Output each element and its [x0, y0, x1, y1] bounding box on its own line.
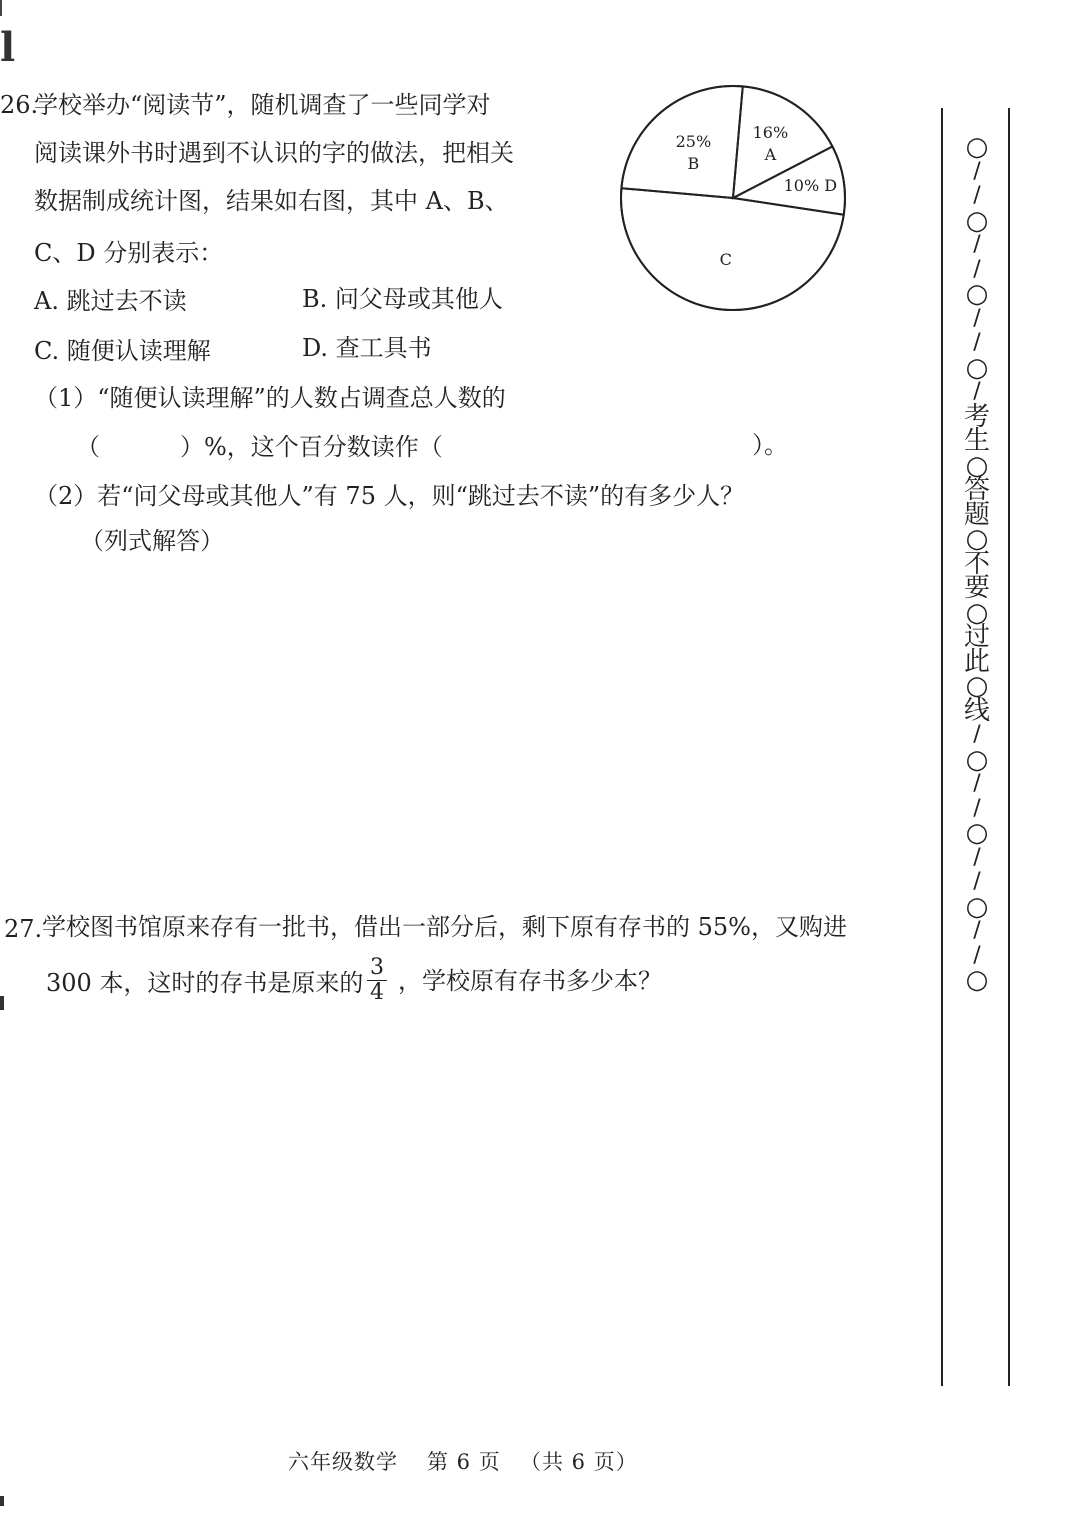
binding-circle: ○ — [965, 891, 989, 922]
binding-slash: / — [973, 232, 981, 257]
binding-text: 此 — [963, 646, 990, 677]
binding-slash: / — [973, 869, 981, 894]
binding-slash: / — [973, 256, 981, 282]
binding-circle: ○ — [965, 132, 989, 162]
pie-value-label-d: 10% D — [783, 176, 838, 196]
binding-text: 生 — [963, 426, 990, 456]
q26-stem-line: 阅读课外书时遇到不认识的字的做法，把相关 — [34, 139, 514, 167]
binding-slash: / — [973, 158, 981, 184]
binding-circle: ○ — [965, 450, 989, 481]
binding-slash: / — [973, 722, 981, 747]
binding-circle: ○ — [965, 205, 989, 236]
binding-line-right — [1008, 108, 1010, 1386]
binding-circle: ○ — [965, 524, 989, 554]
binding-circle: ○ — [965, 818, 989, 848]
q26-sub2-line2: （列式解答） — [80, 527, 224, 555]
pie-value-label-b: 25% — [675, 131, 712, 151]
binding-text: 要 — [963, 573, 990, 603]
q26-stem-line: 数据制成统计图，结果如右图，其中 A、B、 — [34, 187, 509, 215]
q26-number: 26. — [0, 91, 39, 119]
binding-slash: / — [973, 918, 981, 943]
binding-slash: / — [973, 183, 981, 208]
binding-circle: ○ — [965, 597, 989, 628]
q26-sub1-close: ）。 — [752, 431, 788, 459]
footer-total: （共 6 页） — [520, 1450, 638, 1474]
q26-option-b: B. 问父母或其他人 — [302, 285, 503, 313]
binding-circle: ○ — [965, 744, 989, 775]
q26-sub2-line1: （2）若“问父母或其他人”有 75 人，则“跳过去不读”的有多少人？ — [34, 482, 745, 510]
binding-slash: / — [973, 379, 981, 404]
footer-page: 第 6 页 — [427, 1450, 501, 1474]
binding-circle: ○ — [965, 279, 989, 309]
pie-chart — [615, 80, 851, 316]
binding-slash: / — [973, 330, 981, 355]
q26-stem-line: 学校举办“阅读节”，随机调查了一些同学对 — [34, 91, 491, 119]
page-corner-mark: l — [0, 24, 16, 71]
q26-sub1-line1: （1）“随便认读理解”的人数占调查总人数的 — [34, 384, 506, 412]
binding-slash: / — [973, 844, 981, 870]
fraction-denominator: 4 — [370, 980, 384, 1005]
pie-category-label-b: B — [687, 153, 700, 173]
edge-mark — [0, 1496, 4, 1506]
pie-category-label-c: C — [719, 250, 732, 270]
binding-slash: / — [973, 305, 981, 331]
binding-slash: / — [973, 771, 981, 796]
q26-stem-line: C、D 分别表示： — [34, 239, 224, 267]
pie-category-label-a: A — [764, 145, 777, 165]
binding-text: 不 — [963, 548, 990, 579]
binding-circle: ○ — [965, 352, 989, 383]
q26-option-d: D. 查工具书 — [302, 334, 432, 362]
binding-text: 题 — [963, 499, 990, 530]
binding-line-left — [941, 108, 943, 1386]
binding-text: 考 — [963, 401, 990, 432]
q27-line2-start: 300 本，这时的存书是原来的 — [46, 969, 364, 997]
q26-sub1-mid: ）%，这个百分数读作（ — [180, 433, 443, 461]
binding-slash: / — [973, 795, 981, 821]
binding-text: 线 — [963, 695, 990, 726]
q27-line2-end: ，学校原有存书多少本？ — [398, 967, 662, 995]
pie-value-label-a: 16% — [752, 123, 789, 143]
fraction-numerator: 3 — [367, 956, 387, 981]
binding-text: 答 — [963, 475, 990, 505]
q26-sub1-open-paren: （ — [76, 433, 100, 461]
q27-line1: 学校图书馆原来存有一批书，借出一部分后，剩下原有存书的 55%，又购进 — [42, 913, 847, 941]
binding-slash: / — [973, 942, 981, 968]
binding-strip — [955, 132, 999, 995]
binding-circle: ○ — [965, 671, 989, 701]
binding-circle: ○ — [965, 965, 989, 995]
q26-option-a: A. 跳过去不读 — [34, 287, 187, 315]
q26-option-c: C. 随便认读理解 — [34, 337, 211, 365]
q27-number: 27. — [4, 915, 43, 943]
binding-text: 过 — [963, 622, 990, 652]
footer-subject: 六年级数学 — [288, 1450, 398, 1474]
q27-fraction — [367, 956, 387, 1005]
edge-mark — [0, 996, 4, 1010]
